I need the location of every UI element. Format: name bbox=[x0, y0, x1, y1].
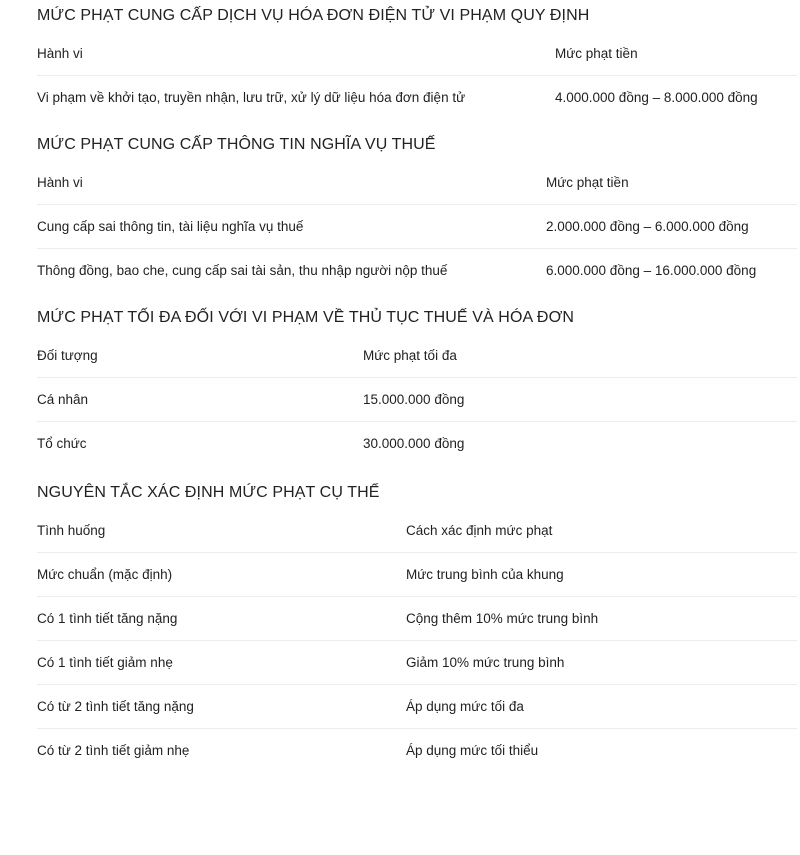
table-header-row bbox=[37, 334, 797, 378]
header-cell-max-fine: Mức phạt tối đa bbox=[363, 348, 457, 363]
table-header-row bbox=[37, 161, 797, 205]
header-cell-subject: Đối tượng bbox=[37, 348, 98, 363]
cell-fine: 6.000.000 đồng – 16.000.000 đồng bbox=[546, 249, 797, 293]
table-row bbox=[37, 685, 797, 729]
document-body bbox=[37, 0, 797, 772]
table-row bbox=[37, 597, 797, 641]
table-row bbox=[37, 729, 797, 773]
cell-situation: Có từ 2 tình tiết giảm nhẹ bbox=[37, 729, 406, 773]
cell-method: Áp dụng mức tối thiểu bbox=[406, 729, 797, 773]
table-header-row bbox=[37, 32, 797, 76]
cell-method: Áp dụng mức tối đa bbox=[406, 685, 797, 729]
cell-subject: Cá nhân bbox=[37, 378, 363, 422]
table-row bbox=[37, 76, 797, 120]
cell-behavior: Vi phạm về khởi tạo, truyền nhận, lưu trữ, xử lý dữ liệu hóa đơn điện tử bbox=[37, 76, 555, 120]
cell-method: Giảm 10% mức trung bình bbox=[406, 641, 797, 685]
table-row bbox=[37, 641, 797, 685]
header-cell-behavior: Hành vi bbox=[37, 175, 83, 190]
table-einvoice-service bbox=[37, 32, 797, 119]
table-header-row bbox=[37, 509, 797, 553]
header-cell-method: Cách xác định mức phạt bbox=[406, 523, 553, 538]
header-cell-fine: Mức phạt tiền bbox=[555, 46, 638, 61]
cell-max-fine: 15.000.000 đồng bbox=[363, 378, 797, 422]
section-title-principles: NGUYÊN TẮC XÁC ĐỊNH MỨC PHẠT CỤ THỂ bbox=[37, 484, 380, 501]
table-row bbox=[37, 205, 797, 249]
cell-subject: Tổ chức bbox=[37, 422, 363, 466]
cell-situation: Có 1 tình tiết giảm nhẹ bbox=[37, 641, 406, 685]
cell-max-fine: 30.000.000 đồng bbox=[363, 422, 797, 466]
header-cell-situation: Tình huống bbox=[37, 523, 106, 538]
cell-method: Mức trung bình của khung bbox=[406, 553, 797, 597]
header-cell-fine: Mức phạt tiền bbox=[546, 175, 629, 190]
cell-fine: 4.000.000 đồng – 8.000.000 đồng bbox=[555, 76, 797, 120]
table-tax-info bbox=[37, 161, 797, 292]
cell-situation: Mức chuẩn (mặc định) bbox=[37, 553, 406, 597]
cell-behavior: Cung cấp sai thông tin, tài liệu nghĩa vụ thuế bbox=[37, 205, 546, 249]
table-row bbox=[37, 378, 797, 422]
cell-behavior: Thông đồng, bao che, cung cấp sai tài sản, thu nhập người nộp thuế bbox=[37, 249, 546, 293]
table-row bbox=[37, 422, 797, 466]
cell-method: Cộng thêm 10% mức trung bình bbox=[406, 597, 797, 641]
section-title-max-fine: MỨC PHẠT TỐI ĐA ĐỐI VỚI VI PHẠM VỀ THỦ TỤC THUẾ VÀ HÓA ĐƠN bbox=[37, 309, 575, 326]
table-principles bbox=[37, 509, 797, 772]
cell-situation: Có từ 2 tình tiết tăng nặng bbox=[37, 685, 406, 729]
section-title-tax-info: MỨC PHẠT CUNG CẤP THÔNG TIN NGHĨA VỤ THUẾ bbox=[37, 136, 436, 153]
cell-situation: Có 1 tình tiết tăng nặng bbox=[37, 597, 406, 641]
table-row bbox=[37, 553, 797, 597]
header-cell-behavior: Hành vi bbox=[37, 46, 83, 61]
cell-fine: 2.000.000 đồng – 6.000.000 đồng bbox=[546, 205, 797, 249]
section-title-einvoice-service: MỨC PHẠT CUNG CẤP DỊCH VỤ HÓA ĐƠN ĐIỆN TỬ VI PHẠM QUY ĐỊNH bbox=[37, 7, 590, 24]
table-row bbox=[37, 249, 797, 293]
table-max-fine bbox=[37, 334, 797, 465]
